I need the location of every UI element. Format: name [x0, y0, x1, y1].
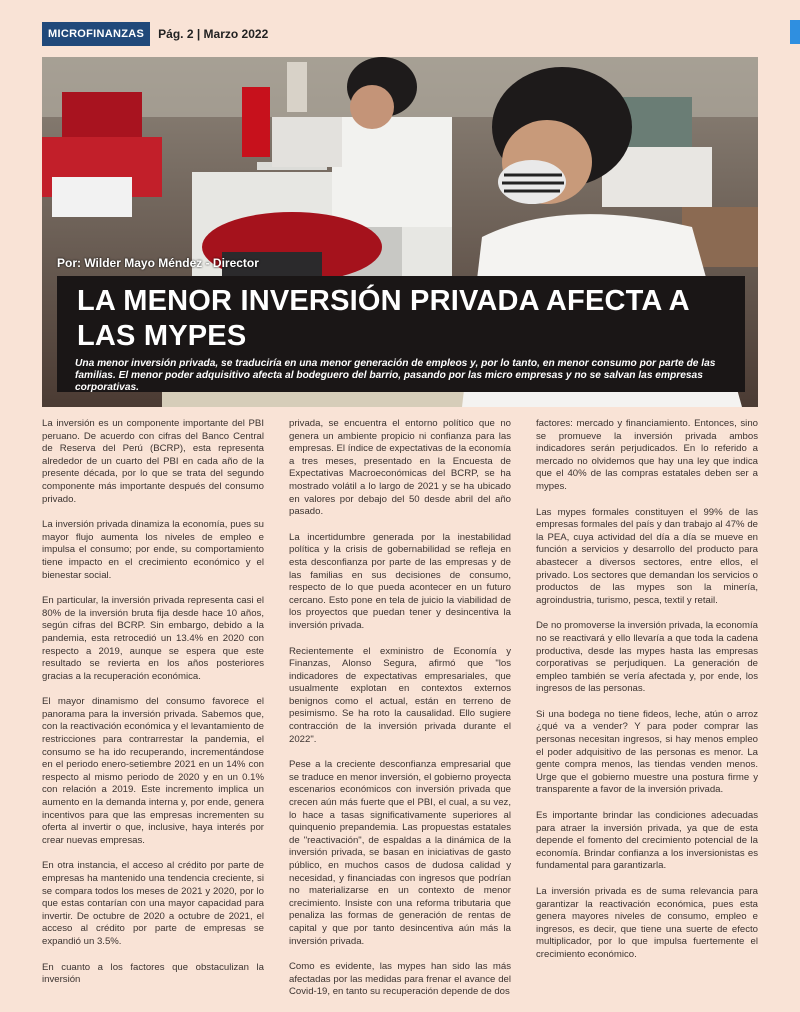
paragraph: Recientemente el exministro de Economía y Finanzas, Alonso Segura, afirmó que "los indicadores de expectativas empresariales, que usualmente explotan en contextos externos benignos como el actual, están en terreno de pesimismo. Se ha roto la causalidad. Ello sugiere contracción de la inversión privada durante el 2022".: [289, 645, 511, 745]
paragraph: Es importante brindar las condiciones adecuadas para atraer la inversión privada, ya que de esta depende el fomento del crecimiento potencial de la economía. Brindar confianza a los inversionistas es fundamental para garantizarla.: [536, 810, 758, 872]
paragraph: Si una bodega no tiene fideos, leche, atún o arroz ¿qué va a vender? Y para poder comprar las personas necesitan ingresos, si hay menos empleo el poder adquisitivo de las personas es menor. La gente compra menos, las tiendas venden menos. Urge que el gobierno muestre una postura firme y transparente a favor de la inversión privada.: [536, 708, 758, 796]
paragraph: Como es evidente, las mypes han sido las más afectadas por las medidas para frenar el avance del Covid-19, en tanto su recuperación depende de dos: [289, 961, 511, 998]
headline: LA MENOR INVERSIÓN PRIVADA AFECTA A LAS MYPES: [77, 285, 689, 352]
paragraph: La incertidumbre generada por la inestabilidad política y la crisis de gobernabilidad se refleja en esta desconfianza por parte de las empresas y de las familias en sus decisiones de consumo, respecto de lo que pueda acontecer en un futuro cercano. Esto pone en tela de juicio la viabilidad de los proyectos que puedan tener y desincentiva la inversión privada.: [289, 531, 511, 631]
paragraph: La inversión privada es de suma relevancia para garantizar la reactivación económica, pues esta genera mayores niveles de consumo, empleo e ingresos, es decir, que tiene una suerte de efecto multiplicador, por lo que impulsa fuertemente el crecimiento económico.: [536, 886, 758, 960]
paragraph: De no promoverse la inversión privada, la economía no se reactivará y ello llevaría a que toda la cadena productiva, desde las mypes hasta las empresas corporativas se perjudiquen. La generación de empleo también se vería afectada y, por ende, los ingresos de las personas.: [536, 620, 758, 695]
author-byline: Por: Wilder Mayo Méndez - Director: [57, 256, 259, 270]
paragraph: En cuanto a los factores que obstaculizan la inversión: [42, 961, 264, 986]
edge-accent: [790, 20, 800, 44]
paragraph: Pese a la creciente desconfianza empresarial que se traduce en menor inversión, el gobierno proyecta escenarios económicos con inversión privada que crecen aún más fuerte que el PBI, el cual, a su vez, lo hace a tasas significativamente superiores al quinquenio prepandemia. Las propuestas estatales de "reactivación", de espaldas a la dinámica de la inversión privada, se basan en iniciativas de gasto público, en muchos casos de dudosa calidad y necesidad, y financiadas con ingresos que podrían no materializarse en un contexto de menor crecimiento. Insiste con una reforma tributaria que penaliza las formas de generación de rentas de capital y que por tanto desincentiva aún más la inversión privada.: [289, 759, 511, 947]
paragraph: Las mypes formales constituyen el 99% de las empresas formales del país y dan trabajo al 47% de la PEA, cuya actividad del día a día se mueve en función a servicios y desarrollo del producto para abastecer a diversos sectores, entre ellos, el privado. Los sectores que demandan los servicios o productos de las mypes son la minería, agroindustria, turismo, pesca, textil y retail.: [536, 506, 758, 606]
paragraph: El mayor dinamismo del consumo favorece el panorama para la inversión privada. Sabemos que, con la reactivación económica y el levantamiento de restricciones para contrarrestar la pandemia, el consumo se ha ido recuperando, incrementándose en el periodo enero-setiembre 2021 en un 14% con respecto al mismo periodo de 2020 y en un 0.1% con relación a 2019. Este incremento implica un aumento en la demanda interna y, por ende, genera incentivos para que las empresas incrementen su oferta al invertir o que, inclusive, haya interés por crear nuevas empresas.: [42, 696, 264, 846]
article-body: [42, 418, 758, 998]
column-1: [42, 418, 264, 1000]
page-info: Pág. 2 | Marzo 2022: [158, 27, 269, 41]
paragraph: En particular, la inversión privada representa casi el 80% de la inversión bruta fija desde hace 10 años, según cifras del BCRP. Sin embargo, debido a la pandemia, esta retrocedió un 13.4% en 2020 con respecto a 2019, aunque se espera que este resultado se revierta en los años posteriores gracias a la recuperación económica.: [42, 595, 264, 682]
brand-logo: MICROFINANZAS: [42, 22, 150, 46]
standfirst: Una menor inversión privada, se traduciría en una menor generación de empleos y, por lo tanto, en menor consumo por parte de las familias. El menor poder adquisitivo afecta al bodeguero del barrio, pasando por las micro empresas y no se salvan las empresas corporativas.: [75, 358, 716, 393]
paragraph: La inversión es un componente importante del PBI peruano. De acuerdo con cifras del Banco Central de Reserva del Perú (BCRP), esta representa alrededor de un cuarto del PBI en cada año de la presente década, por lo que se trata del segundo componente más importante después del consumo privado.: [42, 418, 264, 505]
paragraph: La inversión privada dinamiza la economía, pues su mayor flujo aumenta los niveles de empleo e impulsa el consumo; por ende, su comportamiento tiene impacto en el crecimiento económico y el bienestar social.: [42, 519, 264, 581]
page-header: [42, 20, 268, 48]
paragraph: privada, se encuentra el entorno político que no genera un ambiente propicio ni confianza para las empresas. El índice de expectativas de la economía a tres meses, presentado en la Encuesta de Expectativas Macroeconómicas del BCRP, se ha mostrado volátil a lo largo de 2021 y se ha ubicado en valores por debajo del 50 desde abril del año pasado.: [289, 418, 511, 518]
paragraph: factores: mercado y financiamiento. Entonces, sino se promueve la inversión privada ambos indicadores serán perjudicados. En lo referido a mercado no olvidemos que hay una ley que indica que el 40% de las compras estatales deben ser a mypes.: [536, 418, 758, 492]
column-3: [536, 418, 758, 975]
headline-box: [57, 276, 745, 392]
column-2: [289, 418, 511, 1012]
paragraph: En otra instancia, el acceso al crédito por parte de empresas ha mantenido una tendencia creciente, si se compara todos los meses de 2021 y 2020, por lo que estas contarían con una mayor capacidad para invertir. De octubre de 2020 a octubre de 2021, el acceso al crédito por parte de empresas se expandió un 3.5%.: [42, 860, 264, 947]
